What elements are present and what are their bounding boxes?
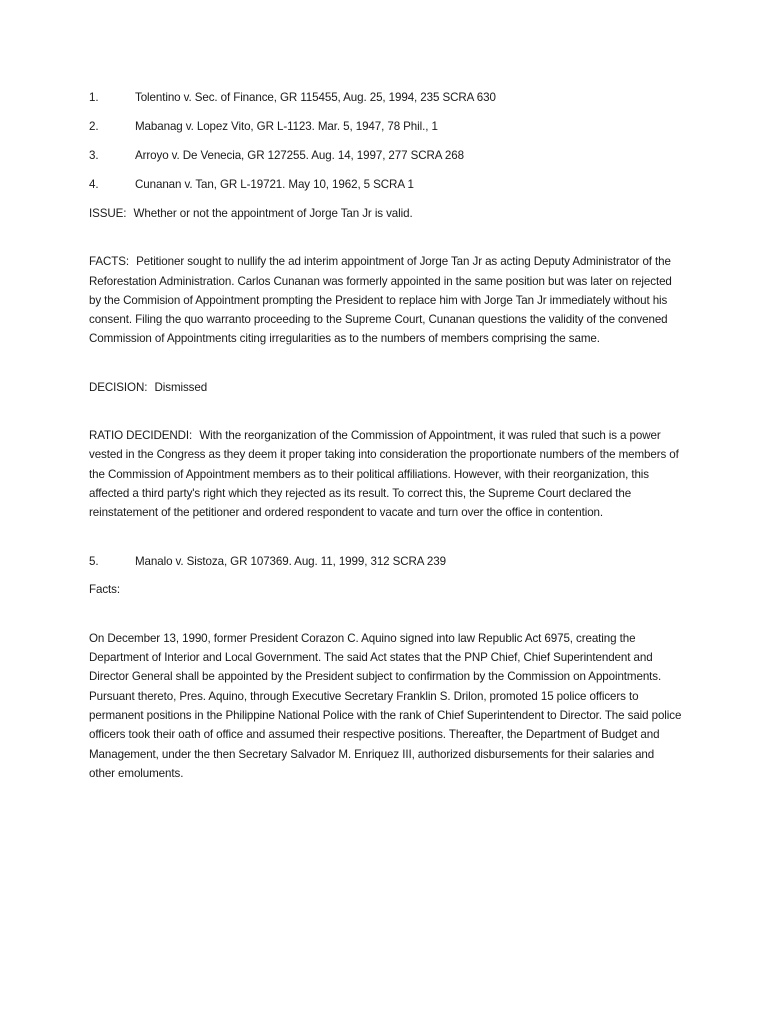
facts-paragraph: [89, 252, 683, 348]
case-item-1: [89, 88, 683, 107]
decision-text: Dismissed: [154, 380, 208, 394]
case-number: 1.: [89, 91, 99, 104]
decision-paragraph: [89, 378, 683, 397]
case-title: Mabanag v. Lopez Vito, GR L-1123. Mar. 5, 1947, 78 Phil., 1: [135, 119, 438, 133]
case-title: Tolentino v. Sec. of Finance, GR 115455, Aug. 25, 1994, 235 SCRA 630: [135, 91, 496, 104]
issue-text: Whether or not the appointment of Jorge Tan Jr is valid.: [133, 206, 413, 220]
case-title: Manalo v. Sistoza, GR 107369. Aug. 11, 1999, 312 SCRA 239: [135, 554, 446, 568]
facts-label: FACTS:: [89, 255, 129, 269]
ratio-label: RATIO DECIDENDI:: [89, 429, 193, 443]
ratio-paragraph: [89, 426, 683, 522]
ratio-text: With the reorganization of the Commission of Appointment, it was ruled that such is a power vested in the Congress as they deem it proper taking into consideration the proportionate numbers of the members of the Commission of Appointment members as to their political affiliations. However, with their reorganization, this affected a third party's right which they rejected as its result. To correct this, the Supreme Court declared the reinstatement of the petitioner and ordered respondent to vacate and turn over the office in contention.: [89, 429, 679, 520]
facts-body: On December 13, 1990, former President Corazon C. Aquino signed into law Republic Act 6975, creating the Department of Interior and Local Government. The said Act states that the PNP Chief, Chief Superintendent and Director General shall be appointed by the President subject to confirmation by the Commission on Appointments. Pursuant thereto, Pres. Aquino, through Executive Secretary Franklin S. Drilon, promoted 15 police officers to permanent positions in the Philippine National Police with the rank of Chief Superintendent to Director. The said police officers took their oath of office and assumed their respective positions. Thereafter, the Department of Budget and Management, under the then Secretary Salvador M. Enriquez III, authorized disbursements for their salaries and other emoluments.: [89, 631, 682, 780]
case-number: 2.: [89, 119, 99, 133]
case-item-5: [89, 552, 683, 571]
decision-label: DECISION:: [89, 380, 148, 394]
case-item-2: [89, 117, 683, 136]
case-title: Arroyo v. De Venecia, GR 127255. Aug. 14, 1997, 277 SCRA 268: [135, 148, 464, 162]
case-number: 3.: [89, 148, 99, 162]
issue-label: ISSUE:: [89, 206, 127, 220]
case-item-3: [89, 146, 683, 165]
case-title: Cunanan v. Tan, GR L-19721. May 10, 1962, 5 SCRA 1: [135, 177, 414, 191]
case-item-4: [89, 175, 683, 194]
document-page: [89, 88, 683, 783]
issue-paragraph: [89, 204, 683, 223]
case-number: 5.: [89, 554, 99, 568]
facts-text: Petitioner sought to nullify the ad interim appointment of Jorge Tan Jr as acting Deputy Administrator of the Reforestation Administration. Carlos Cunanan was formerly appointed in the same position but was later on rejected by the Commision of Appointment prompting the President to replace him with Jorge Tan Jr immediately without his consent. Filing the quo warranto proceeding to the Supreme Court, Cunanan questions the validity of the convened Commission of Appointments citing irregularities as to the numbers of members comprising the same.: [89, 255, 672, 346]
case-number: 4.: [89, 177, 99, 191]
facts-heading: Facts:: [89, 583, 120, 597]
